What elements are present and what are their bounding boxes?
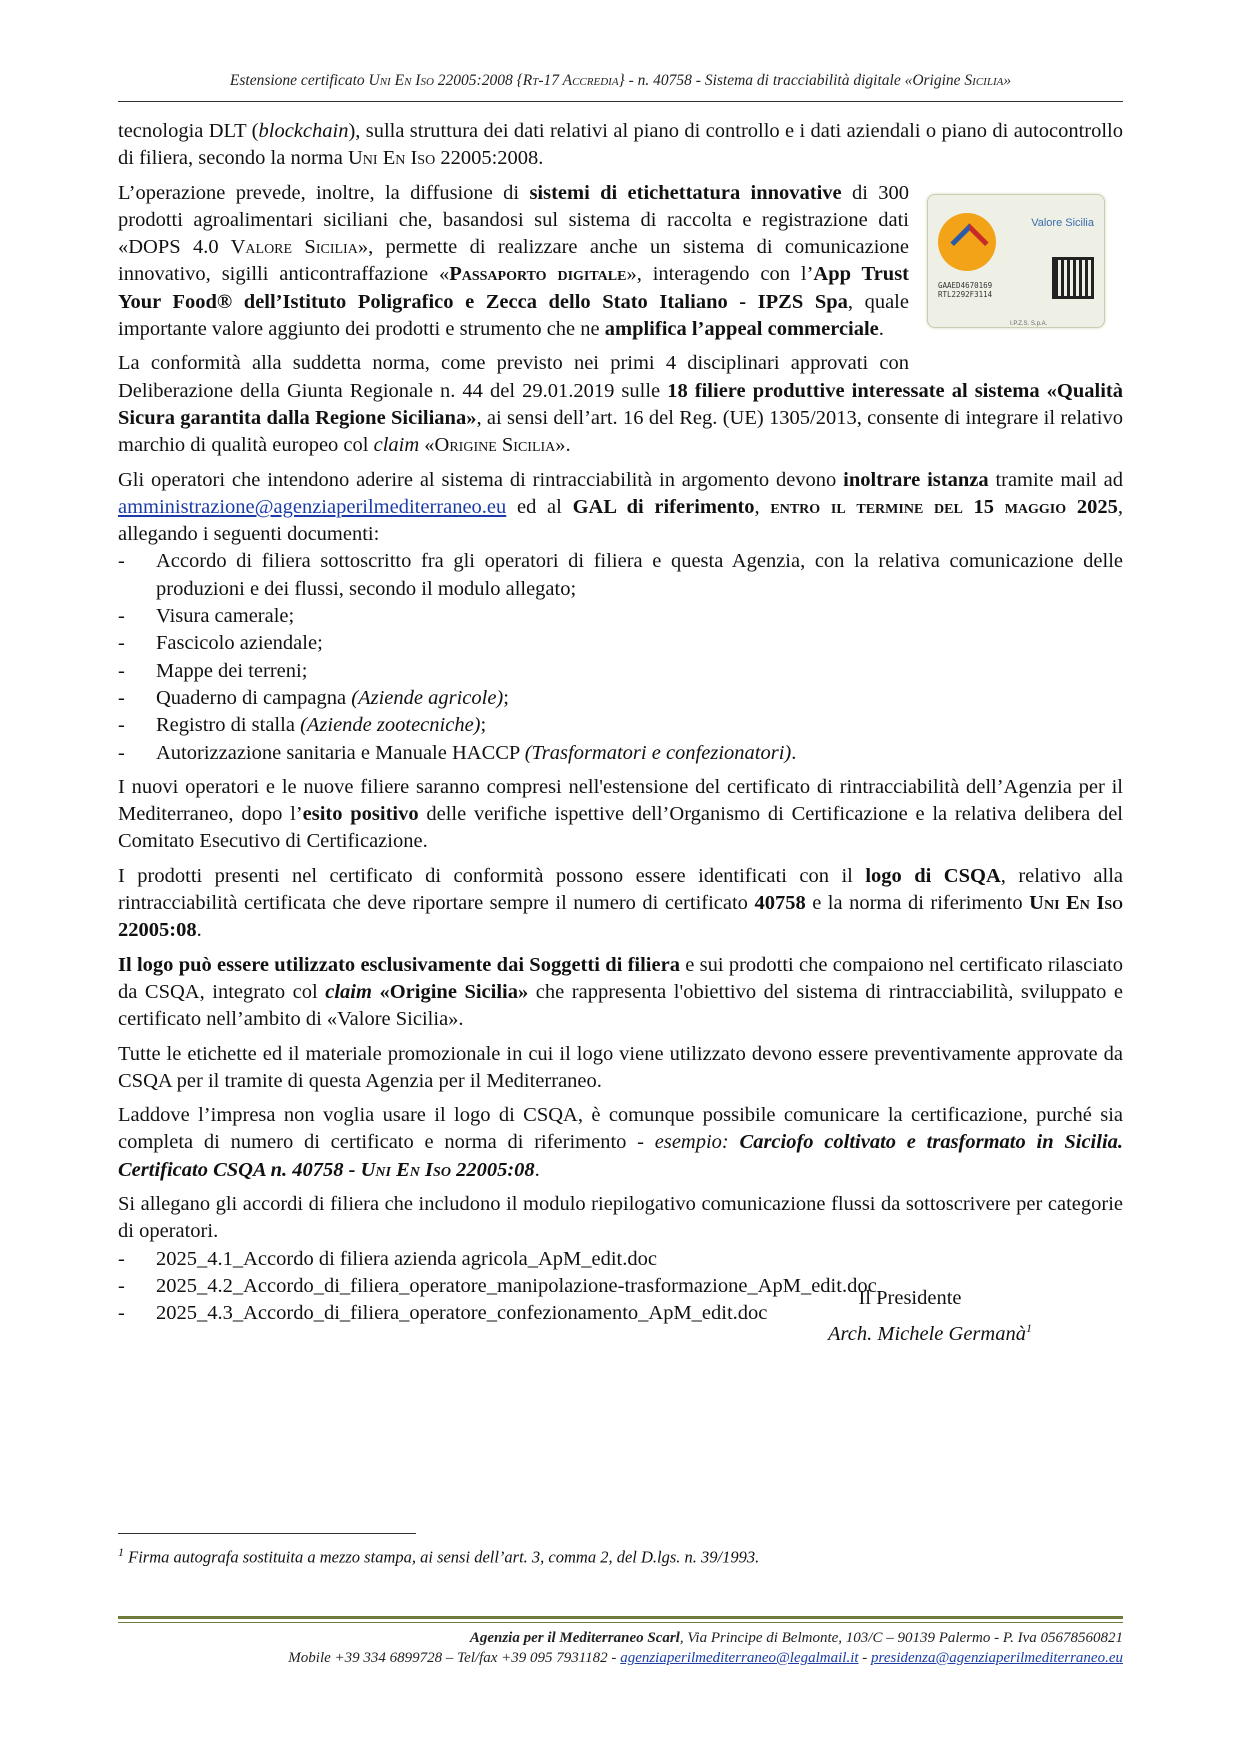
- paragraph: L’operazione prevede, inoltre, la diffusione di sistemi di etichettatura innovative di 300 prodotti agroalimentari siciliani che, basandosi sul sistema di raccolta e registrazione dati «DOPS 4.0 Valore Sicilia», permette di realizzare anche un sistema di comunicazione innovativo, sigilli anticontraffazione «Passaporto digitale», interagendo con l’App Trust Your Food® dell’Istituto Poligrafico e Zecca dello Stato Italiano - IPZS Spa, quale importante valore aggiunto dei prodotti e strumento che ne amplifica l’appeal commerciale.: [118, 181, 910, 341]
- page-footer: [288, 1628, 1123, 1668]
- footer-contacts-line: Mobile +39 334 6899728 – Tel/fax +39 095 7931182 - agenziaperilmediterraneo@legalmail.it - presidenza@agenziaperilmediterraneo.eu: [288, 1650, 1123, 1666]
- list-item: - Mappe dei terreni;: [118, 658, 1123, 685]
- list-item: - Accordo di filiera sottoscritto fra gli operatori di filiera e questa Agenzia, con la relativa comunicazione delle produzioni e dei flussi, secondo il modulo allegato;: [118, 548, 1123, 603]
- origine-sicilia-logo-icon: [938, 213, 996, 271]
- required-documents-list: [118, 548, 1123, 766]
- paragraph: Gli operatori che intendono aderire al sistema di rintracciabilità in argomento devono inoltrare istanza tramite mail ad amministrazione@agenziaperilmediterraneo.eu ed al GAL di riferimento, entro il termine del 15 maggio 2025, allegando i seguenti documenti:: [118, 468, 1123, 546]
- list-item: - Visura camerale;: [118, 603, 1123, 630]
- label-serial: GAAED4670169 RTL2292F3114: [938, 280, 993, 299]
- running-header: Estensione certificato Uni En Iso 22005:2008 {Rt-17 Accredia} - n. 40758 - Sistema di tracciabilità digitale «Origine Sicilia»: [229, 72, 1012, 89]
- paragraph: Laddove l’impresa non voglia usare il logo di CSQA, è comunque possibile comunicare la certificazione, purché sia completa di numero di certificato e norma di riferimento - esempio: Carciofo coltivato e trasformato in Sicilia. Certificato CSQA n. 40758 - Uni En Iso 22005:08.: [118, 1104, 1124, 1181]
- list-item: - Fascicolo aziendale;: [118, 630, 1123, 657]
- signature-block: [760, 1283, 1060, 1349]
- paragraph: Si allegano gli accordi di filiera che includono il modulo riepilogativo comunicazione flussi da sottoscrivere per categorie di operatori.: [118, 1192, 1123, 1243]
- footnote-rule: [118, 1533, 416, 1534]
- application-email-link[interactable]: amministrazione@agenziaperilmediterraneo.eu: [118, 495, 507, 518]
- footnote: $^1$ Firma autografa sostituita a mezzo stampa, ai sensi dell’art. 3, comma 2, del D.lgs. n. 39/1993.: [118, 1545, 760, 1567]
- label-title: Valore Sicilia: [1031, 216, 1094, 229]
- label-sticker: [927, 194, 1105, 328]
- paragraph: I nuovi operatori e le nuove filiere saranno compresi nell'estensione del certificato di rintracciabilità dell’Agenzia per il Mediterraneo, dopo l’esito positivo delle verifiche ispettive dell’Organismo di Certificazione e la relativa delibera del Comitato Esecutivo di Certificazione.: [118, 775, 1123, 853]
- paragraph: La conformità alla suddetta norma, come previsto nei primi 4 disciplinari approvati con Deliberazione della Giunta Regionale n. 44 del 29.01.2019 sulle 18 filiere produttive interessate al sistema «Qualità Sicura garantita dalla Regione Siciliana», ai sensi dell’art. 16 del Reg. (UE) 1305/2013, consente di integrare il relativo marchio di qualità europeo col claim «Origine Sicilia».: [118, 352, 1123, 457]
- footer-rule-thin: [118, 1622, 1123, 1623]
- paragraph: I prodotti presenti nel certificato di conformità possono essere identificati con il logo di CSQA, relativo alla rintracciabilità certificata che deve riportare sempre il numero di certificato 40758 e la norma di riferimento Uni En Iso 22005:08.: [118, 864, 1124, 942]
- president-email-link[interactable]: presidenza@agenziaperilmediterraneo.eu: [871, 1650, 1123, 1666]
- anticounterfeit-label-image: [927, 194, 1123, 346]
- list-item: - Registro di stalla (Aziende zootecniche);: [118, 712, 1123, 739]
- attachment-item: - 2025_4.1_Accordo di filiera azienda agricola_ApM_edit.doc: [118, 1246, 1123, 1273]
- body-text: [118, 118, 1123, 1334]
- attachment-item: - 2025_4.2_Accordo_di_filiera_operatore_manipolazione-trasformazione_ApM_edit.doc: [118, 1273, 1123, 1300]
- footer-address-line: Agenzia per il Mediterraneo Scarl, Via Principe di Belmonte, 103/C – 90139 Palermo - P. Iva 05678560821: [469, 1630, 1123, 1646]
- paragraph: Il logo può essere utilizzato esclusivamente dai Soggetti di filiera e sui prodotti che compaiono nel certificato rilasciato da CSQA, integrato col claim «Origine Sicilia» che rappresenta l'obiettivo del sistema di rintracciabilità, sviluppato e certificato nell’ambito di «Valore Sicilia».: [118, 953, 1124, 1031]
- header-rule: [118, 101, 1123, 102]
- pec-email-link[interactable]: agenziaperilmediterraneo@legalmail.it: [620, 1650, 859, 1666]
- label-issuer: I.P.Z.S. S.p.A.: [1010, 320, 1048, 327]
- signature-name: Arch. Michele Germanà$^1$: [828, 1321, 1032, 1345]
- footer-rule: [118, 1616, 1123, 1619]
- list-item: - Quaderno di campagna (Aziende agricole);: [118, 685, 1123, 712]
- paragraph: Tutte le etichette ed il materiale promozionale in cui il logo viene utilizzato devono essere preventivamente approvate da CSQA per il tramite di questa Agenzia per il Mediterraneo.: [118, 1042, 1123, 1092]
- qr-code-icon: [1052, 257, 1094, 299]
- list-item: - Autorizzazione sanitaria e Manuale HACCP (Trasformatori e confezionatori).: [118, 740, 1123, 767]
- paragraph: tecnologia DLT (blockchain), sulla struttura dei dati relativi al piano di controllo e i dati aziendali o piano di autocontrollo di filiera, secondo la norma Uni En Iso 22005:2008.: [118, 120, 1123, 170]
- signature-role: Il Presidente: [858, 1287, 962, 1309]
- attachment-item: - 2025_4.3_Accordo_di_filiera_operatore_confezionamento_ApM_edit.doc: [118, 1300, 1123, 1327]
